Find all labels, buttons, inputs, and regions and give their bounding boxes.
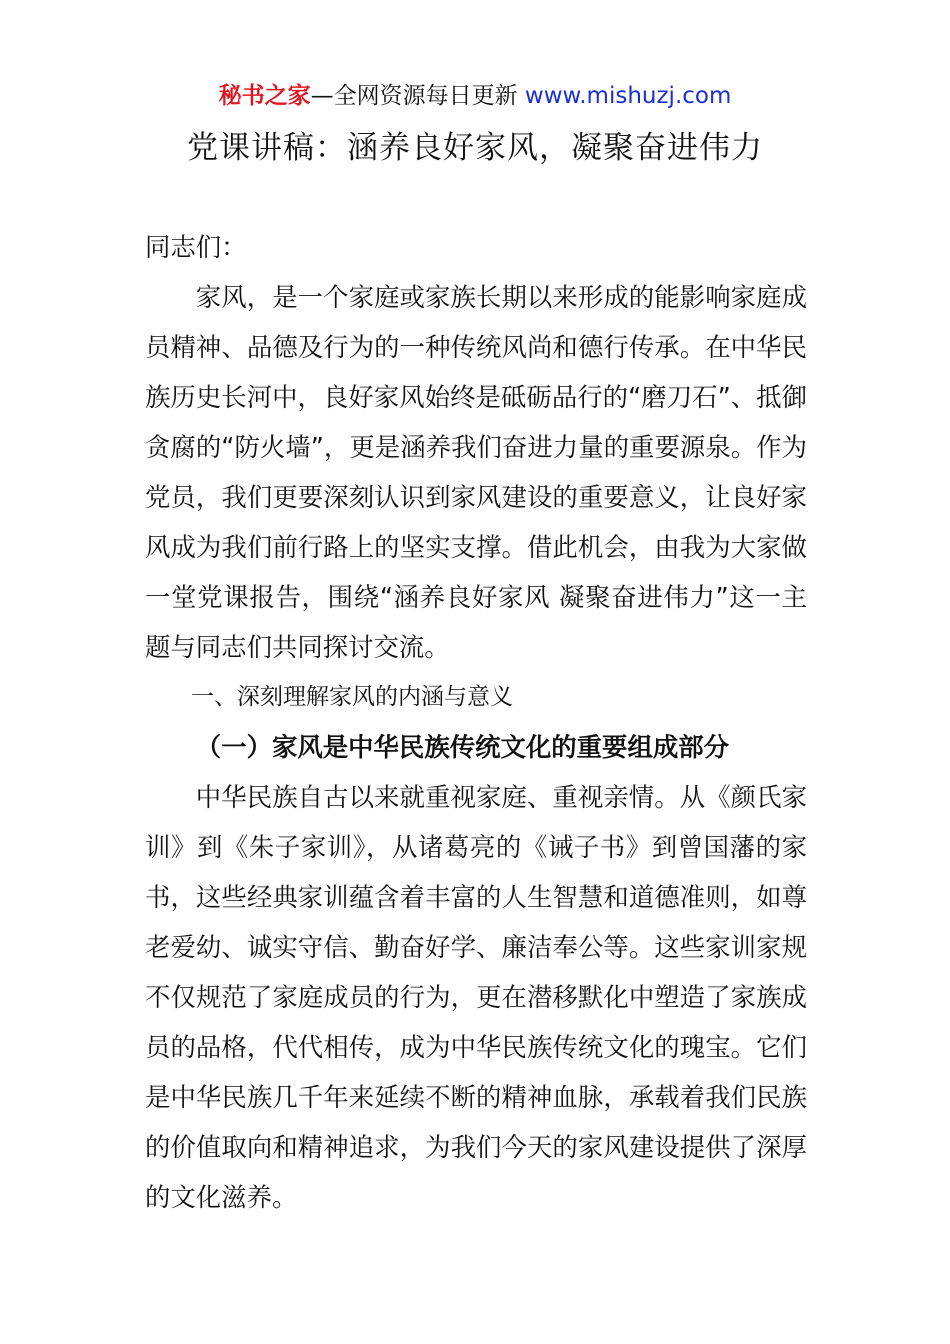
brand-name: 秘书之家 <box>218 83 311 109</box>
subsection-paragraph: 中华民族自古以来就重视家庭、重视亲情。从《颜氏家训》到《朱子家训》，从诸葛亮的《诫子书》到曾国藩的家书，这些经典家训蕴含着丰富的人生智慧和道德准则，如尊老爱幼、诚实守信、勤奋好学、廉洁奉公等。这些家训家规不仅规范了家庭成员的行为，更在潜移默化中塑造了家族成员的品格，代代相传，成为中华民族传统文化的瑰宝。它们是中华民族几千年来延续不断的精神血脉，承载着我们民族的价值取向和精神追求，为我们今天的家风建设提供了深厚的文化滋养。 <box>145 782 807 1212</box>
greeting: 同志们： <box>145 232 247 262</box>
subsection-heading: （一）家风是中华民族传统文化的重要组成部分 <box>195 732 729 762</box>
document-body <box>145 222 807 1222</box>
document-title: 党课讲稿：涵养良好家风，凝聚奋进伟力 <box>187 130 763 166</box>
intro-paragraph: 家风，是一个家庭或家族长期以来形成的能影响家庭成员精神、品德及行为的一种传统风尚和德行传承。在中华民族历史长河中，良好家风始终是砥砺品行的“磨刀石”、抵御贪腐的“防火墙”，更是涵养我们奋进力量的重要源泉。作为党员，我们更要深刻认识到家风建设的重要意义，让良好家风成为我们前行路上的坚实支撑。借此机会，由我为大家做一堂党课报告，围绕“涵养良好家风 凝聚奋进伟力”这一主题与同志们共同探讨交流。 <box>145 282 807 662</box>
site-header <box>0 80 950 112</box>
header-tagline: —全网资源每日更新 <box>310 83 525 109</box>
section-heading: 一、深刻理解家风的内涵与意义 <box>191 684 513 710</box>
site-url-link[interactable]: www.mishuzj.com <box>524 83 732 109</box>
